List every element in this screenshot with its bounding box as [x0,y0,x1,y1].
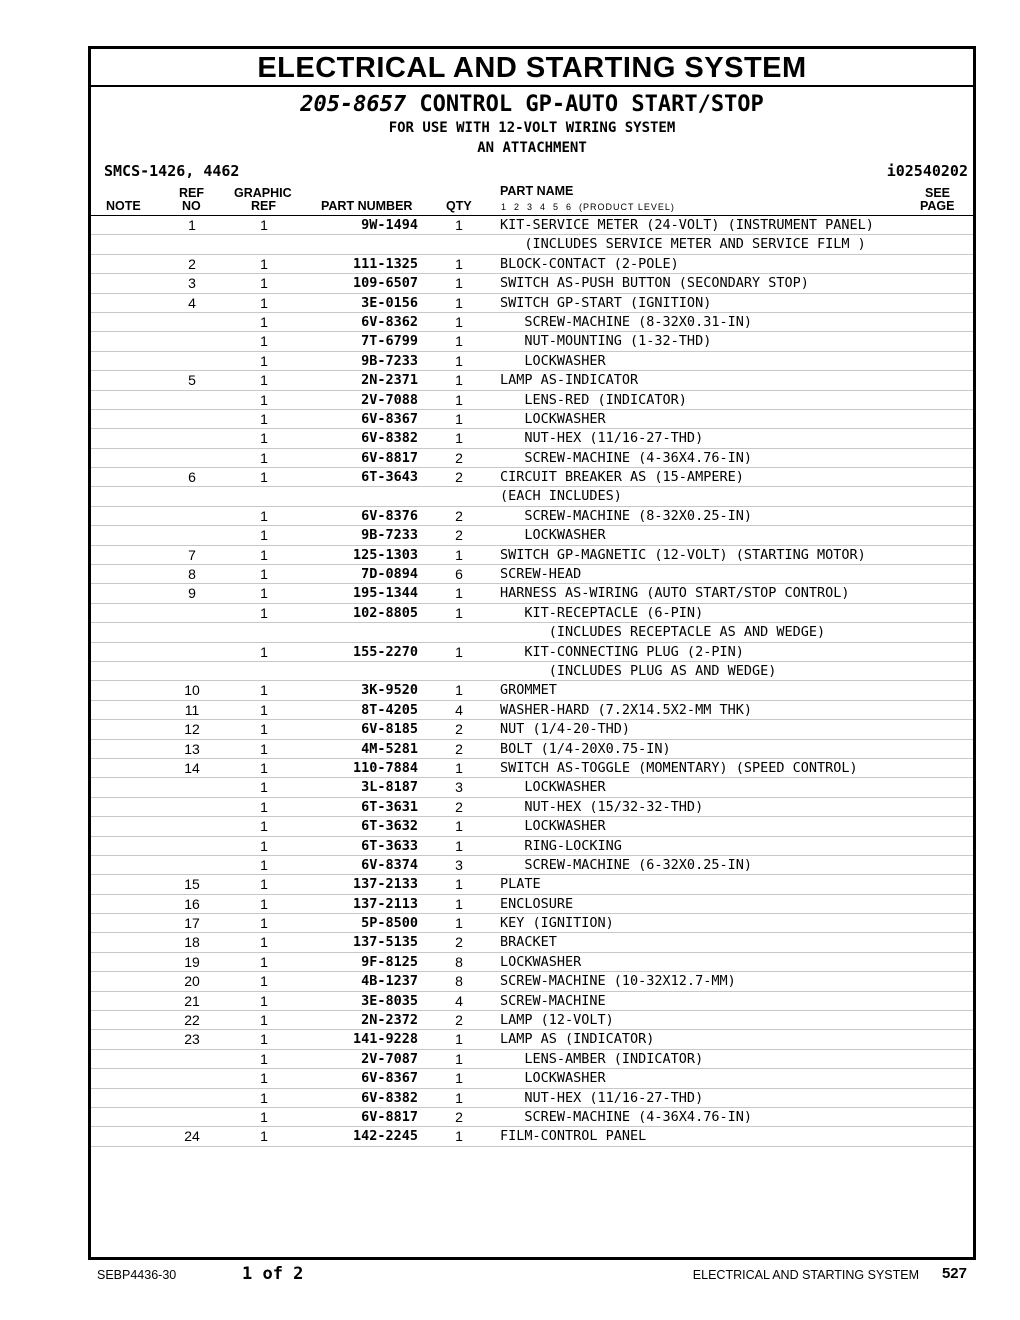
table-row [91,487,973,506]
part-name-cell: LOCKWASHER [500,352,606,369]
smcs-code: SMCS-1426, 4462 [104,162,240,180]
part-number-cell: 137-2133 [352,876,418,893]
part-name-cell: SCREW-HEAD [500,566,582,583]
part-number-cell: 3E-0156 [361,294,418,311]
part-name-cell: LOCKWASHER [500,1070,606,1087]
part-number-cell: 7T-6799 [361,333,418,350]
ref-no-cell: 20 [184,973,200,990]
qty-cell: 2 [455,740,463,757]
qty-cell: 3 [455,856,463,873]
part-name-cell: SCREW-MACHINE (6-32X0.25-IN) [500,856,752,873]
part-name-cell: LENS-AMBER (INDICATOR) [500,1050,704,1067]
part-number-cell: 2V-7088 [361,391,418,408]
graphic-ref-cell: 1 [260,856,268,873]
part-number-cell: 142-2245 [352,1128,418,1145]
part-name-cell: NUT (1/4-20-THD) [500,721,631,738]
part-name-cell: SWITCH AS-PUSH BUTTON (SECONDARY STOP) [500,275,809,292]
part-name-cell: FILM-CONTROL PANEL [500,1128,647,1145]
table-row [91,391,973,410]
qty-cell: 6 [455,566,463,583]
table-row [91,778,973,797]
qty-cell: 1 [455,837,463,854]
table-row [91,895,973,914]
table-row [91,1108,973,1127]
part-name-cell: (INCLUDES SERVICE METER AND SERVICE FILM ) [500,236,866,253]
group-heading [91,92,973,118]
qty-cell: 1 [455,391,463,408]
table-row [91,274,973,293]
header-ref-bottom: NO [182,199,201,213]
part-name-cell: LAMP (12-VOLT) [500,1012,614,1029]
graphic-ref-cell: 1 [260,566,268,583]
graphic-ref-cell: 1 [260,1108,268,1125]
part-number-cell: 6V-8817 [361,1108,418,1125]
qty-cell: 1 [455,313,463,330]
qty-cell: 2 [455,507,463,524]
graphic-ref-cell: 1 [260,876,268,893]
table-row [91,953,973,972]
table-row [91,352,973,371]
qty-cell: 1 [455,1128,463,1145]
graphic-ref-cell: 1 [260,1128,268,1145]
part-name-cell: LAMP AS-INDICATOR [500,372,639,389]
table-row [91,1089,973,1108]
part-name-cell: PLATE [500,876,541,893]
table-row [91,623,973,642]
ref-no-cell: 22 [184,1012,200,1029]
qty-cell: 8 [455,953,463,970]
part-number-cell: 6V-8185 [361,721,418,738]
part-name-cell: WASHER-HARD (7.2X14.5X2-MM THK) [500,701,752,718]
graphic-ref-cell: 1 [260,818,268,835]
table-row [91,1069,973,1088]
part-name-cell: LENS-RED (INDICATOR) [500,391,687,408]
part-name-cell: GROMMET [500,682,557,699]
qty-cell: 1 [455,585,463,602]
part-name-cell: LOCKWASHER [500,779,606,796]
qty-cell: 1 [455,759,463,776]
graphic-ref-cell: 1 [260,1031,268,1048]
graphic-ref-cell: 1 [260,449,268,466]
part-number-cell: 6V-8367 [361,1070,418,1087]
graphic-ref-cell: 1 [260,934,268,951]
header-part-number: PART NUMBER [321,199,413,213]
qty-cell: 2 [455,934,463,951]
part-number-cell: 2V-7087 [361,1050,418,1067]
part-number-cell: 6V-8362 [361,313,418,330]
table-row [91,507,973,526]
table-row [91,526,973,545]
part-name-cell: NUT-MOUNTING (1-32-THD) [500,333,712,350]
qty-cell: 1 [455,1070,463,1087]
graphic-ref-cell: 1 [260,701,268,718]
part-number-cell: 3K-9520 [361,682,418,699]
table-row [91,565,973,584]
part-number-cell: 9B-7233 [361,527,418,544]
part-number-cell: 195-1344 [352,585,418,602]
qty-cell: 1 [455,818,463,835]
header-note: NOTE [106,199,141,213]
ref-no-cell: 8 [188,566,196,583]
table-row [91,1050,973,1069]
part-number-cell: 125-1303 [352,546,418,563]
qty-cell: 1 [455,643,463,660]
part-number-cell: 2N-2372 [361,1012,418,1029]
table-header [91,182,973,216]
part-number-cell: 9W-1494 [361,217,418,233]
table-row [91,972,973,991]
qty-cell: 1 [455,604,463,621]
graphic-ref-cell: 1 [260,372,268,389]
parts-table-body [91,216,973,1147]
table-row [91,449,973,468]
qty-cell: 1 [455,294,463,311]
ref-no-cell: 2 [188,255,196,272]
graphic-ref-cell: 1 [260,255,268,272]
header-see-bottom: PAGE [920,199,955,213]
qty-cell: 2 [455,721,463,738]
part-number-cell: 155-2270 [352,643,418,660]
ref-no-cell: 9 [188,585,196,602]
part-number-cell: 9B-7233 [361,352,418,369]
table-row [91,720,973,739]
qty-cell: 1 [455,217,463,233]
part-name-cell: BLOCK-CONTACT (2-POLE) [500,255,679,272]
table-row [91,856,973,875]
header-graphic-top: GRAPHIC [234,186,292,200]
ref-no-cell: 5 [188,372,196,389]
table-row [91,701,973,720]
graphic-ref-cell: 1 [260,275,268,292]
ref-no-cell: 19 [184,953,200,970]
table-row [91,992,973,1011]
qty-cell: 1 [455,430,463,447]
header-see-top: SEE [925,186,951,200]
part-name-cell: SWITCH GP-MAGNETIC (12-VOLT) (STARTING MOTOR) [500,546,866,563]
graphic-ref-cell: 1 [260,507,268,524]
part-name-cell: (EACH INCLUDES) [500,488,622,505]
part-number-cell: 110-7884 [352,759,418,776]
part-name-cell: (INCLUDES RECEPTACLE AS AND WEDGE) [500,624,826,641]
ref-no-cell: 18 [184,934,200,951]
footer-page-number: 527 [941,1265,967,1282]
table-row [91,798,973,817]
ref-no-cell: 3 [188,275,196,292]
graphic-ref-cell: 1 [260,527,268,544]
part-number-cell: 2N-2371 [361,372,418,389]
part-number-cell: 6T-3643 [361,469,418,486]
subtitle-line-2: AN ATTACHMENT [477,140,587,156]
qty-cell: 2 [455,449,463,466]
illustration-id: i02540202 [886,162,968,180]
part-number-cell: 111-1325 [352,255,418,272]
part-name-cell: LOCKWASHER [500,953,582,970]
part-number-cell: 3L-8187 [361,779,418,796]
qty-cell: 2 [455,1108,463,1125]
table-row [91,740,973,759]
graphic-ref-cell: 1 [260,410,268,427]
ref-no-cell: 23 [184,1031,200,1048]
footer-page-of: 1 of 2 [242,1264,304,1284]
graphic-ref-cell: 1 [260,915,268,932]
ref-no-cell: 12 [184,721,200,738]
qty-cell: 1 [455,1031,463,1048]
graphic-ref-cell: 1 [260,992,268,1009]
graphic-ref-cell: 1 [260,604,268,621]
part-name-cell: ENCLOSURE [500,895,574,912]
ref-no-cell: 6 [188,469,196,486]
qty-cell: 1 [455,895,463,912]
graphic-ref-cell: 1 [260,546,268,563]
part-name-cell: SWITCH AS-TOGGLE (MOMENTARY) (SPEED CONTROL) [500,759,858,776]
qty-cell: 1 [455,372,463,389]
graphic-ref-cell: 1 [260,759,268,776]
ref-no-cell: 7 [188,546,196,563]
ref-no-cell: 1 [188,217,196,233]
part-name-cell: LOCKWASHER [500,818,606,835]
qty-cell: 1 [455,255,463,272]
part-name-cell: SCREW-MACHINE (4-36X4.76-IN) [500,449,752,466]
graphic-ref-cell: 1 [260,798,268,815]
part-name-cell: SCREW-MACHINE [500,992,606,1009]
part-number-cell: 102-8805 [352,604,418,621]
part-number-cell: 4B-1237 [361,973,418,990]
qty-cell: 2 [455,469,463,486]
footer-doc-number: SEBP4436-30 [97,1268,177,1282]
graphic-ref-cell: 1 [260,585,268,602]
meta-line [91,158,973,182]
table-row [91,933,973,952]
graphic-ref-cell: 1 [260,430,268,447]
qty-cell: 2 [455,798,463,815]
part-number-cell: 5P-8500 [361,915,418,932]
part-name-cell: SCREW-MACHINE (8-32X0.25-IN) [500,507,752,524]
qty-cell: 4 [455,701,463,718]
part-name-cell: KIT-CONNECTING PLUG (2-PIN) [500,643,744,660]
ref-no-cell: 15 [184,876,200,893]
page-title: ELECTRICAL AND STARTING SYSTEM [91,49,973,87]
table-row [91,817,973,836]
part-name-cell: KIT-RECEPTACLE (6-PIN) [500,604,704,621]
qty-cell: 1 [455,546,463,563]
table-row [91,294,973,313]
table-row [91,643,973,662]
header-ref-top: REF [179,186,204,200]
ref-no-cell: 16 [184,895,200,912]
part-number-cell: 9F-8125 [361,953,418,970]
graphic-ref-cell: 1 [260,643,268,660]
part-number-cell: 137-5135 [352,934,418,951]
qty-cell: 1 [455,410,463,427]
table-row [91,1127,973,1146]
part-number-cell: 137-2113 [352,895,418,912]
table-row [91,604,973,623]
page-footer [0,1264,1020,1288]
part-number-cell: 6T-3631 [361,798,418,815]
part-name-cell: LAMP AS (INDICATOR) [500,1031,655,1048]
graphic-ref-cell: 1 [260,469,268,486]
header-part-name: PART NAME [500,184,574,198]
graphic-ref-cell: 1 [260,721,268,738]
table-row [91,546,973,565]
part-name-cell: LOCKWASHER [500,527,606,544]
part-number-cell: 4M-5281 [361,740,418,757]
part-number-cell: 6V-8382 [361,430,418,447]
graphic-ref-cell: 1 [260,953,268,970]
graphic-ref-cell: 1 [260,779,268,796]
table-row [91,1030,973,1049]
part-number-cell: 3E-8035 [361,992,418,1009]
table-row [91,216,973,235]
table-row [91,410,973,429]
graphic-ref-cell: 1 [260,682,268,699]
qty-cell: 3 [455,779,463,796]
part-name-cell: CIRCUIT BREAKER AS (15-AMPERE) [500,469,744,486]
part-number-cell: 6T-3633 [361,837,418,854]
part-name-cell: SCREW-MACHINE (8-32X0.31-IN) [500,313,752,330]
part-number-cell: 6V-8376 [361,507,418,524]
part-name-cell: SWITCH GP-START (IGNITION) [500,294,712,311]
graphic-ref-cell: 1 [260,391,268,408]
part-number-cell: 6V-8382 [361,1089,418,1106]
part-number-cell: 8T-4205 [361,701,418,718]
graphic-ref-cell: 1 [260,313,268,330]
graphic-ref-cell: 1 [260,352,268,369]
ref-no-cell: 13 [184,740,200,757]
graphic-ref-cell: 1 [260,973,268,990]
header-graphic-bottom: REF [251,199,276,213]
parts-page-frame [88,46,976,1260]
header-product-level: 1 2 3 4 5 6 (PRODUCT LEVEL) [501,202,675,212]
qty-cell: 4 [455,992,463,1009]
part-name-cell: BRACKET [500,934,557,951]
graphic-ref-cell: 1 [260,1070,268,1087]
table-row [91,875,973,894]
table-row [91,235,973,254]
table-row [91,837,973,856]
graphic-ref-cell: 1 [260,837,268,854]
table-row [91,759,973,778]
part-name-cell: NUT-HEX (15/32-32-THD) [500,798,704,815]
part-name-cell: KIT-SERVICE METER (24-VOLT) (INSTRUMENT PANEL) [500,217,874,233]
table-row [91,468,973,487]
part-name-cell: HARNESS AS-WIRING (AUTO START/STOP CONTROL) [500,585,850,602]
part-name-cell: (INCLUDES PLUG AS AND WEDGE) [500,662,777,679]
part-number-cell: 6T-3632 [361,818,418,835]
subtitle-line-1: FOR USE WITH 12-VOLT WIRING SYSTEM [388,120,676,136]
qty-cell: 1 [455,352,463,369]
part-number-cell: 7D-0894 [361,566,418,583]
table-row [91,313,973,332]
ref-no-cell: 17 [184,915,200,932]
qty-cell: 1 [455,275,463,292]
header-qty: QTY [446,199,472,213]
part-name-cell: BOLT (1/4-20X0.75-IN) [500,740,671,757]
graphic-ref-cell: 1 [260,1089,268,1106]
graphic-ref-cell: 1 [260,294,268,311]
part-name-cell: LOCKWASHER [500,410,606,427]
table-row [91,1011,973,1030]
graphic-ref-cell: 1 [260,895,268,912]
qty-cell: 1 [455,682,463,699]
ref-no-cell: 24 [184,1128,200,1145]
qty-cell: 1 [455,333,463,350]
part-name-cell: NUT-HEX (11/16-27-THD) [500,1089,704,1106]
part-number-cell: 141-9228 [352,1031,418,1048]
qty-cell: 1 [455,915,463,932]
part-name-cell: SCREW-MACHINE (10-32X12.7-MM) [500,973,736,990]
graphic-ref-cell: 1 [260,740,268,757]
group-part-number: 205-8657 [300,92,407,117]
qty-cell: 2 [455,1012,463,1029]
table-row [91,681,973,700]
part-number-cell: 6V-8817 [361,449,418,466]
ref-no-cell: 10 [184,682,200,699]
table-row [91,429,973,448]
ref-no-cell: 4 [188,294,196,311]
qty-cell: 2 [455,527,463,544]
graphic-ref-cell: 1 [260,333,268,350]
ref-no-cell: 11 [184,701,200,718]
part-name-cell: SCREW-MACHINE (4-36X4.76-IN) [500,1108,752,1125]
part-name-cell: RING-LOCKING [500,837,622,854]
table-row [91,371,973,390]
qty-cell: 8 [455,973,463,990]
table-row [91,584,973,603]
table-row [91,255,973,274]
table-row [91,914,973,933]
part-number-cell: 6V-8374 [361,856,418,873]
graphic-ref-cell: 1 [260,1050,268,1067]
group-name: CONTROL GP-AUTO START/STOP [419,92,764,117]
ref-no-cell: 21 [184,992,200,1009]
qty-cell: 1 [455,876,463,893]
part-number-cell: 109-6507 [352,275,418,292]
graphic-ref-cell: 1 [260,1012,268,1029]
footer-section: ELECTRICAL AND STARTING SYSTEM [692,1268,919,1282]
ref-no-cell: 14 [184,759,200,776]
part-number-cell: 6V-8367 [361,410,418,427]
part-name-cell: KEY (IGNITION) [500,915,614,932]
qty-cell: 1 [455,1089,463,1106]
part-name-cell: NUT-HEX (11/16-27-THD) [500,430,704,447]
table-row [91,332,973,351]
table-row [91,662,973,681]
graphic-ref-cell: 1 [260,217,268,233]
qty-cell: 1 [455,1050,463,1067]
